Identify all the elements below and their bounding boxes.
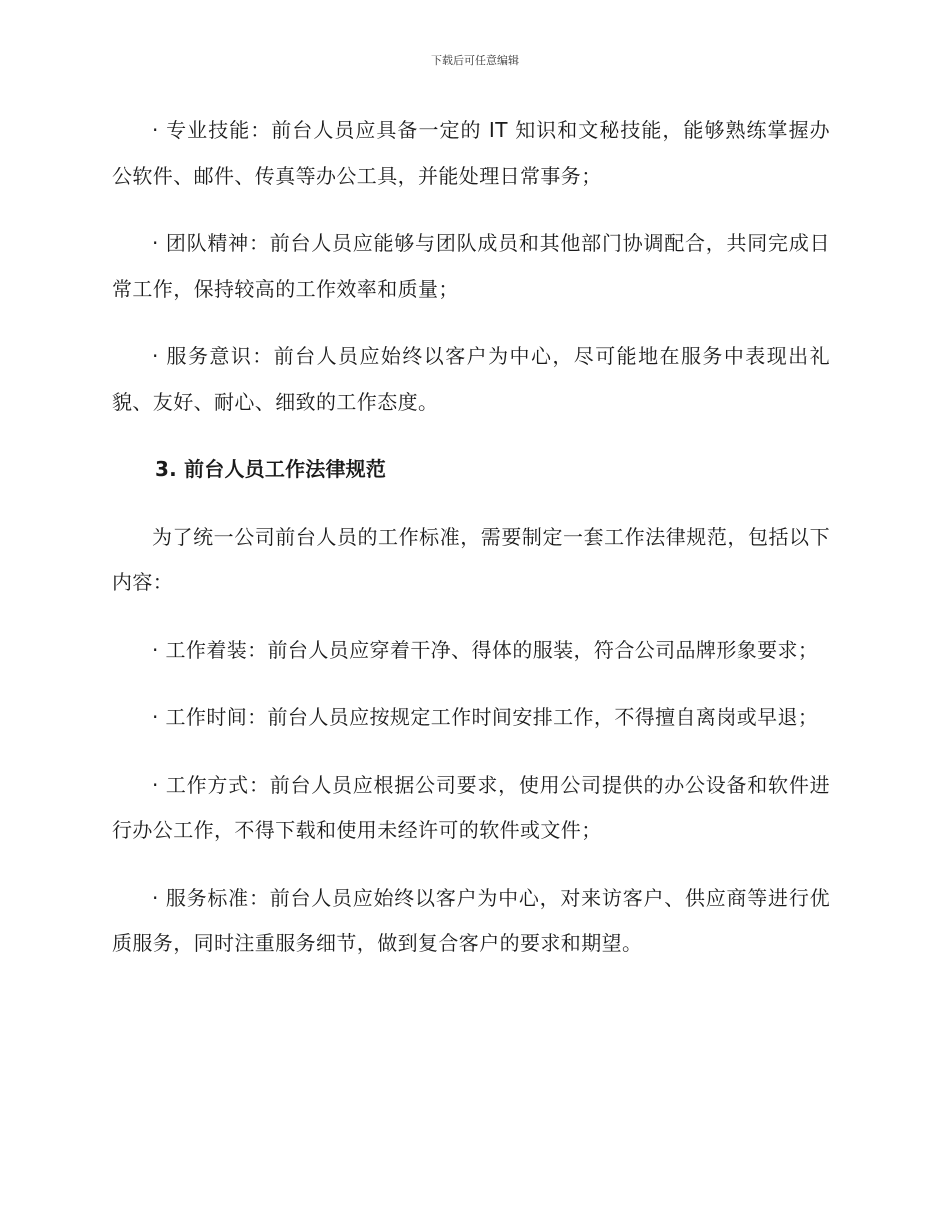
- paragraph-intro: 为了统一公司前台人员的工作标准，需要制定一套工作法律规范，包括以下内容：: [112, 524, 830, 594]
- paragraph-team-spirit: · 团队精神：前台人员应能够与团队成员和其他部门协调配合，共同完成日常工作，保持较高的工作效率和质量；: [112, 231, 830, 301]
- section-heading: 3. 前台人员工作法律规范: [155, 457, 387, 481]
- document-body: [112, 108, 830, 989]
- paragraph-work-hours: · 工作时间：前台人员应按规定工作时间安排工作，不得擅自离岗或早退；: [152, 705, 819, 729]
- paragraph-professional-skills: · 专业技能：前台人员应具备一定的 IT 知识和文秘技能，能够熟练掌握办公软件、邮件、传真等办公工具，并能处理日常事务；: [112, 118, 830, 188]
- paragraph-dress-code: · 工作着装：前台人员应穿着干净、得体的服装，符合公司品牌形象要求；: [152, 637, 819, 662]
- page-header: 下载后可任意编辑: [431, 54, 519, 67]
- paragraph-service-standard: · 服务标准：前台人员应始终以客户为中心，对来访客户、供应商等进行优质服务，同时注重服务细节，做到复合客户的要求和期望。: [112, 885, 830, 955]
- paragraph-service-awareness: · 服务意识：前台人员应始终以客户为中心，尽可能地在服务中表现出礼貌、友好、耐心、细致的工作态度。: [112, 344, 830, 414]
- paragraph-work-method: · 工作方式：前台人员应根据公司要求，使用公司提供的办公设备和软件进行办公工作，不得下载和使用未经许可的软件或文件；: [112, 772, 830, 842]
